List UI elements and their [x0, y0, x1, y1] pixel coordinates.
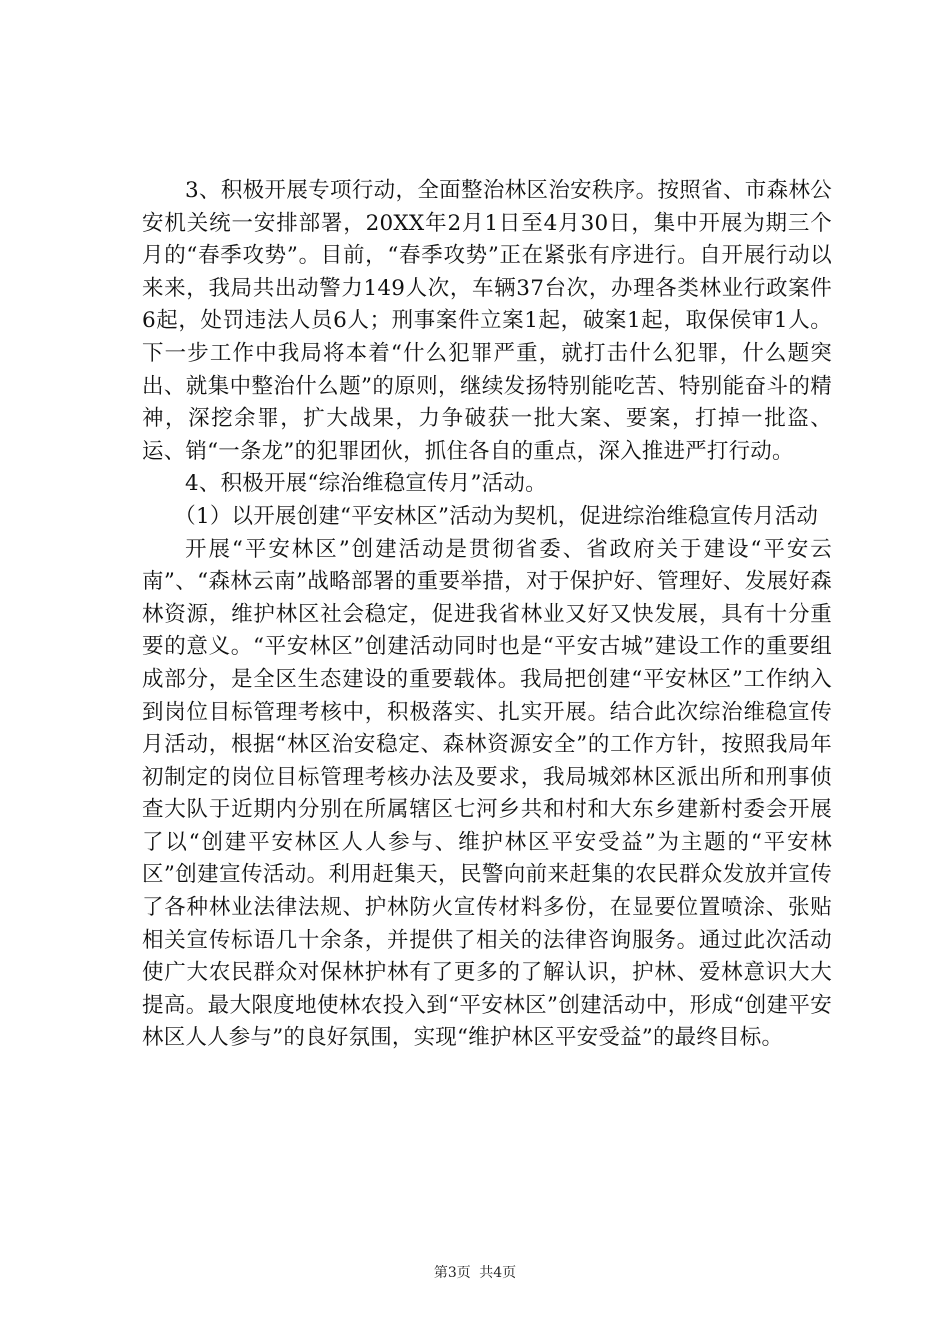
document-body — [142, 175, 832, 1055]
paragraph-subheading-1: （1）以开展创建“平安林区”活动为契机，促进综治维稳宣传月活动 — [174, 503, 819, 529]
page-footer — [0, 1263, 950, 1283]
paragraph-special-action: 3、积极开展专项行动，全面整治林区治安秩序。按照省、市森林公安机关统一安排部署，20XX年2月1日至4月30日，集中开展为期三个月的“春季攻势”。目前，“春季攻势”正在紧张有序进行。自开展行动以来来，我局共出动警力149人次，车辆37台次，办理各类林业行政案件6起，处罚违法人员6人；刑事案件立案1起，破案1起，取保侯审1人。下一步工作中我局将本着“什么犯罪严重，就打击什么犯罪，什么题突出、就集中整治什么题”的原则，继续发扬特别能吃苦、特别能奋斗的精神，深挖余罪，扩大战果，力争破获一批大案、要案，打掉一批盗、运、销“一条龙”的犯罪团伙，抓住各自的重点，深入推进严打行动。 — [142, 178, 832, 464]
page-number-total: 共4页 — [479, 1265, 517, 1281]
paragraph-publicity-month-heading: 4、积极开展“综治维稳宣传月”活动。 — [185, 471, 547, 497]
page-number-current: 第3页 — [433, 1265, 471, 1281]
paragraph-safe-forest-campaign: 开展“平安林区”创建活动是贯彻省委、省政府关于建设“平安云南”、“森林云南”战略部署的重要举措，对于保护好、管理好、发展好森林资源，维护林区社会稳定，促进我省林业又好又快发展，具有十分重要的意义。“平安林区”创建活动同时也是“平安古城”建设工作的重要组成部分，是全区生态建设的重要载体。我局把创建“平安林区”工作纳入到岗位目标管理考核中，积极落实、扎实开展。结合此次综治维稳宣传月活动，根据“林区治安稳定、森林资源安全”的工作方针，按照我局年初制定的岗位目标管理考核办法及要求，我局城郊林区派出所和刑事侦查大队于近期内分别在所属辖区七河乡共和村和大东乡建新村委会开展了以“创建平安林区人人参与、维护林区平安受益”为主题的“平安林区”创建宣传活动。利用赶集天，民警向前来赶集的农民群众发放并宣传了各种林业法律法规、护林防火宣传材料多份，在显要位置喷涂、张贴相关宣传标语几十余条，并提供了相关的法律咨询服务。通过此次活动使广大农民群众对保林护林有了更多的了解认识，护林、爱林意识大大提高。最大限度地使林农投入到“平安林区”创建活动中，形成“创建平安林区人人参与”的良好氛围，实现“维护林区平安受益”的最终目标。 — [142, 536, 832, 1051]
